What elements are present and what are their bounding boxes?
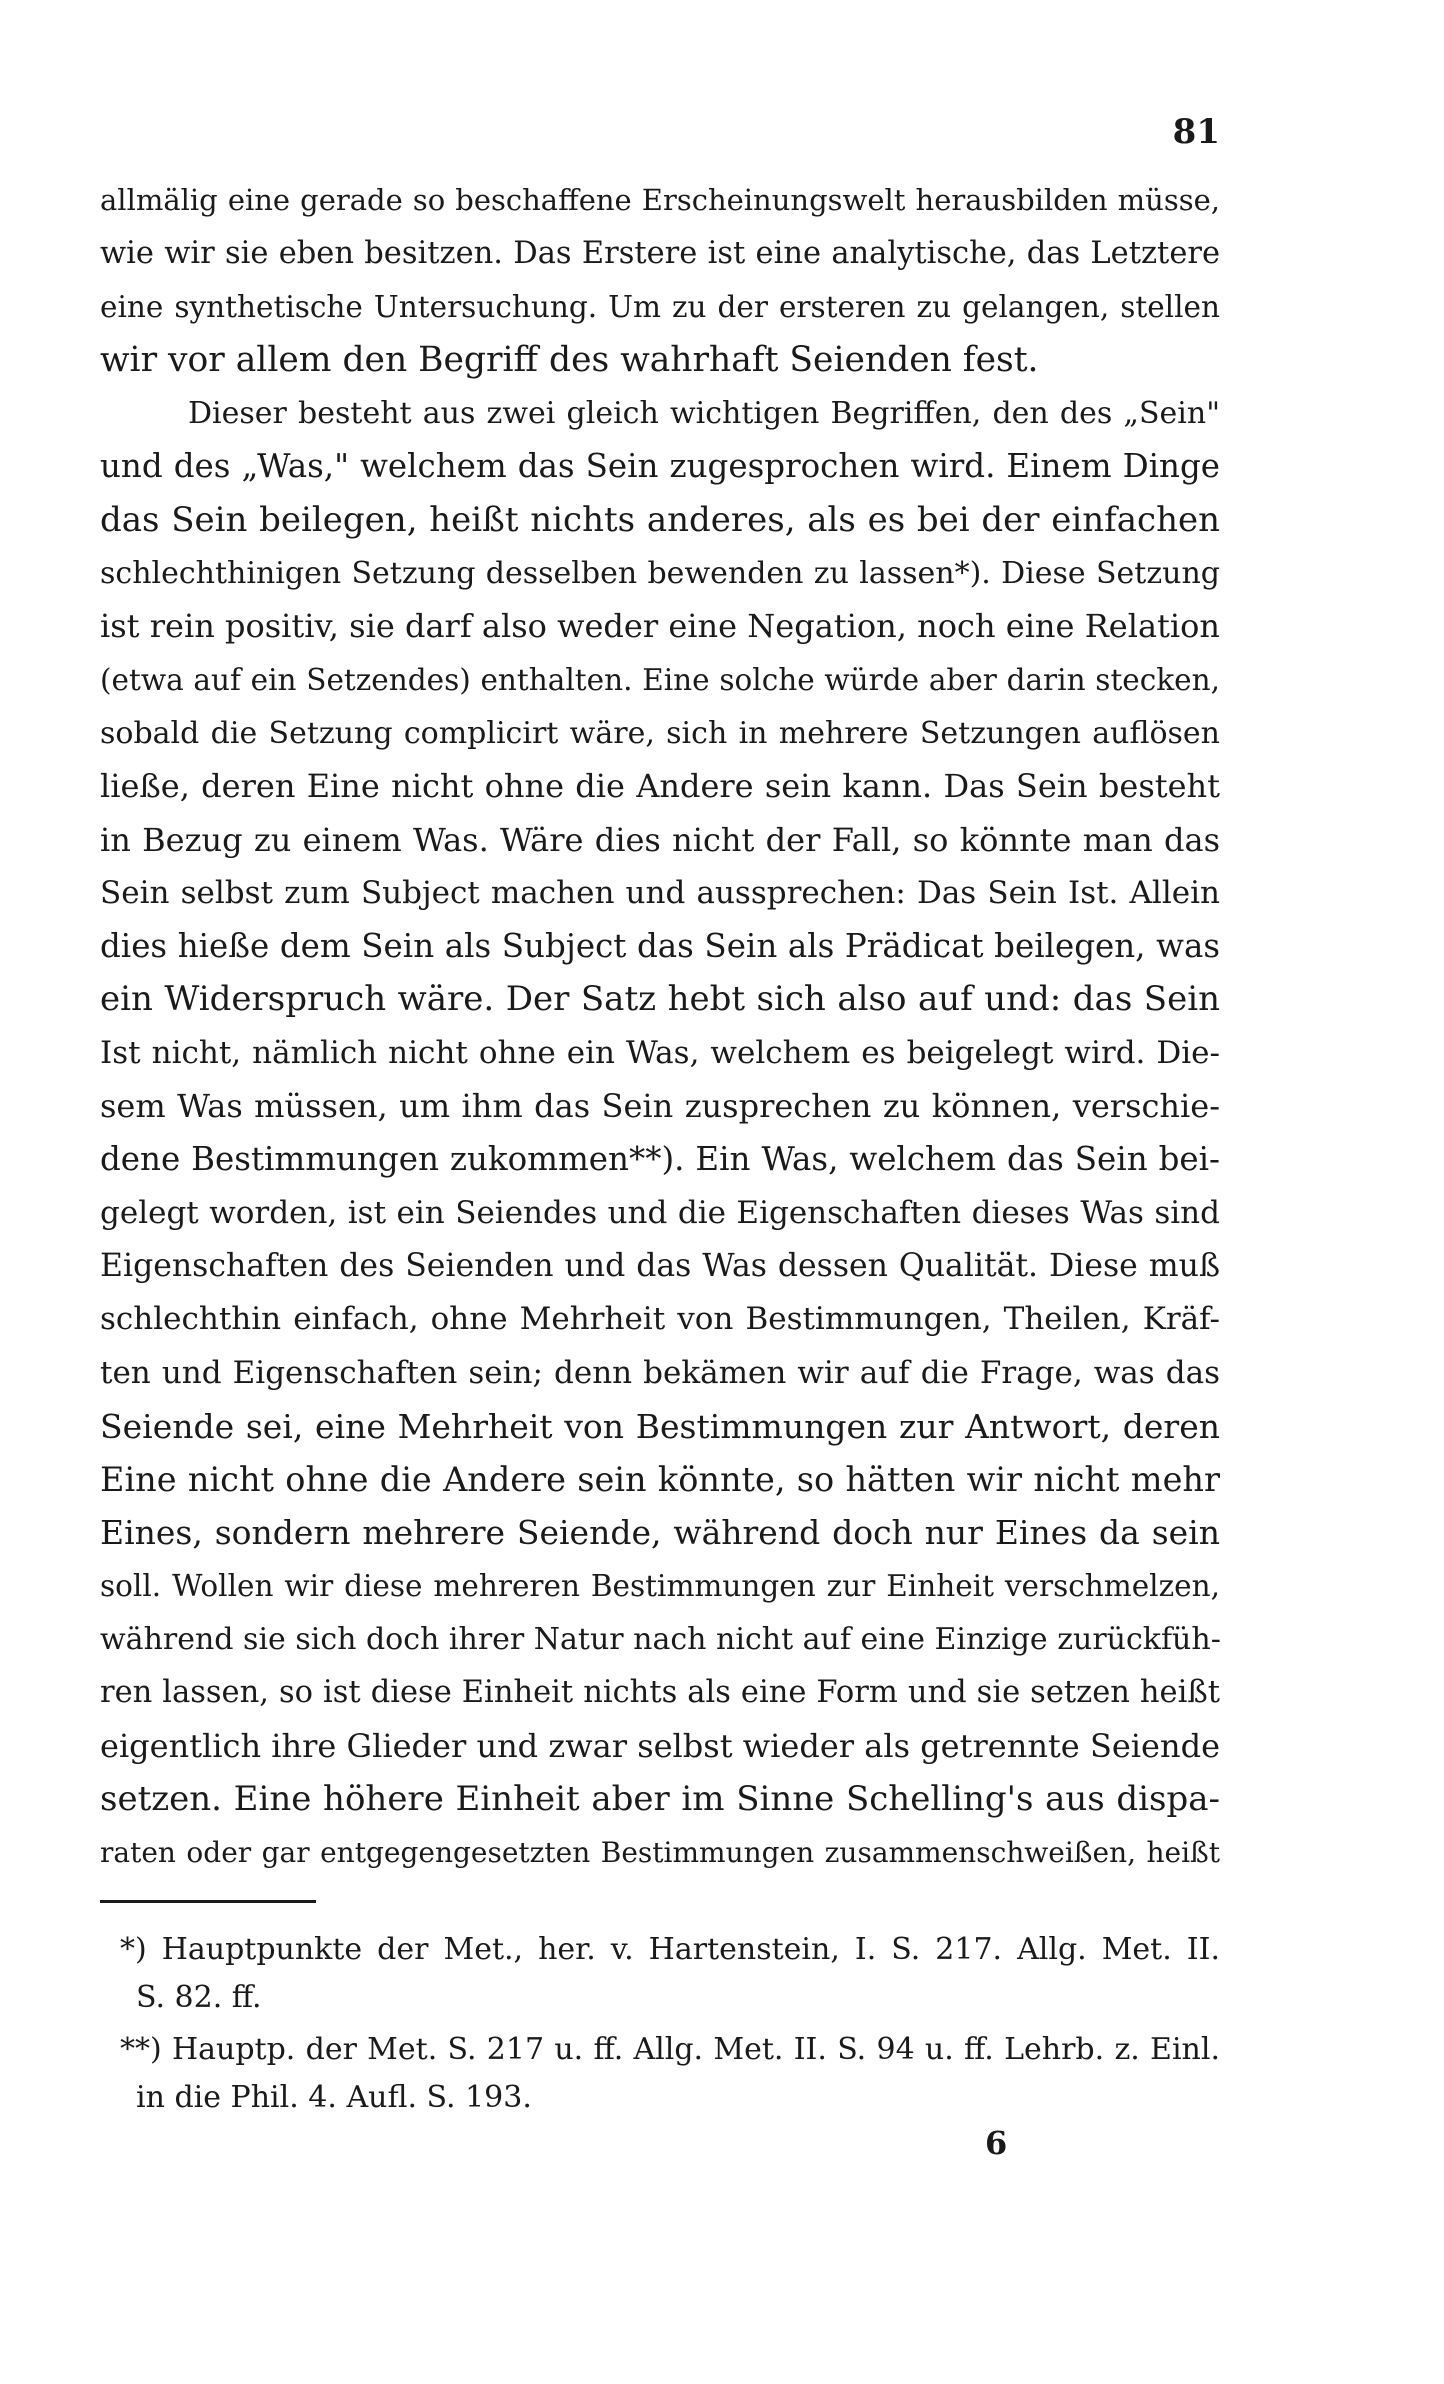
text-line: wir vor allem den Begriff des wahrhaft Seienden fest.	[100, 339, 1039, 380]
text-line: soll. Wollen wir diese mehreren Bestimmungen zur Einheit verschmelzen,	[100, 1568, 1220, 1603]
text-line: dene Bestimmungen zukommen**). Ein Was, welchem das Sein bei-	[100, 1140, 1220, 1179]
text-line: in Bezug zu einem Was. Wäre dies nicht der Fall, so könnte man das	[100, 820, 1220, 859]
text-line: Seiende sei, eine Mehrheit von Bestimmungen zur Antwort, deren	[100, 1406, 1220, 1446]
text-line: das Sein beilegen, heißt nichts anderes, als es bei der einfachen	[100, 499, 1220, 540]
text-line: allmälig eine gerade so beschaffene Erscheinungswelt herausbilden müsse,	[100, 183, 1220, 217]
footnotes	[100, 1926, 1220, 2122]
text-line: Sein selbst zum Subject machen und aussprechen: Das Sein Ist. Allein	[100, 874, 1220, 911]
text-line: ist rein positiv, sie darf also weder eine Negation, noch eine Relation	[100, 607, 1220, 646]
text-line: ein Widerspruch wäre. Der Satz hebt sich also auf und: das Sein	[100, 979, 1220, 1020]
page-number: 81	[1172, 112, 1220, 152]
text-line: eigentlich ihre Glieder und zwar selbst wieder als getrennte Seiende	[100, 1726, 1220, 1765]
text-line: ließe, deren Eine nicht ohne die Andere sein kann. Das Sein besteht	[100, 767, 1220, 806]
footnote-2-continuation: in die Phil. 4. Aufl. S. 193.	[136, 2080, 532, 2115]
text-line: ten und Eigenschaften sein; denn bekämen wir auf die Frage, was das	[100, 1354, 1220, 1391]
text-line: gelegt worden, ist ein Seiendes und die Eigenschaften dieses Was sind	[100, 1194, 1220, 1231]
text-line: sobald die Setzung complicirt wäre, sich in mehrere Setzungen auflösen	[100, 715, 1220, 751]
body-text	[100, 174, 1220, 1880]
footnote-1: *) Hauptpunkte der Met., her. v. Hartenstein, I. S. 217. Allg. Met. II.	[120, 1932, 1220, 1967]
footnote-2: **) Hauptp. der Met. S. 217 u. ff. Allg. Met. II. S. 94 u. ff. Lehrb. z. Einl.	[120, 2032, 1220, 2067]
text-line: dies hieße dem Sein als Subject das Sein als Prädicat beilegen, was	[100, 927, 1220, 966]
text-line: Eines, sondern mehrere Seiende, während doch nur Eines da sein	[100, 1513, 1220, 1553]
text-line: raten oder gar entgegengesetzten Bestimmungen zusammenschweißen, heißt	[100, 1836, 1220, 1870]
text-line: Eine nicht ohne die Andere sein könnte, so hätten wir nicht mehr	[100, 1460, 1220, 1500]
text-line: ren lassen, so ist diese Einheit nichts als eine Form und sie setzen heißt	[100, 1675, 1220, 1711]
text-line: (etwa auf ein Setzendes) enthalten. Eine solche würde aber darin stecken,	[100, 662, 1220, 697]
text-line: Eigenschaften des Seienden und das Was dessen Qualität. Diese muß	[100, 1247, 1220, 1284]
text-line: und des „Was," welchem das Sein zugesprochen wird. Einem Dinge	[100, 447, 1220, 486]
text-line: während sie sich doch ihrer Natur nach nicht auf eine Einzige zurückfüh-	[100, 1622, 1221, 1658]
text-line: wie wir sie eben besitzen. Das Erstere ist eine analytische, das Letztere	[100, 236, 1220, 272]
text-line: Dieser besteht aus zwei gleich wichtigen Begriffen, den des „Sein"	[188, 396, 1220, 432]
text-line: setzen. Eine höhere Einheit aber im Sinne Schelling's aus dispa-	[100, 1778, 1220, 1819]
text-line: eine synthetische Untersuchung. Um zu der ersteren zu gelangen, stellen	[100, 289, 1220, 324]
text-line: Ist nicht, nämlich nicht ohne ein Was, welchem es beigelegt wird. Die-	[100, 1034, 1220, 1071]
text-line: schlechthinigen Setzung desselben bewenden zu lassen*). Diese Setzung	[100, 556, 1220, 592]
text-line: sem Was müssen, um ihm das Sein zusprechen zu können, verschie-	[100, 1087, 1220, 1126]
text-line: schlechthin einfach, ohne Mehrheit von Bestimmungen, Theilen, Kräf-	[100, 1301, 1220, 1338]
footnote-divider	[100, 1900, 316, 1903]
footnote-1-continuation: S. 82. ff.	[136, 1980, 262, 2015]
signature-mark: 6	[985, 2124, 1008, 2162]
